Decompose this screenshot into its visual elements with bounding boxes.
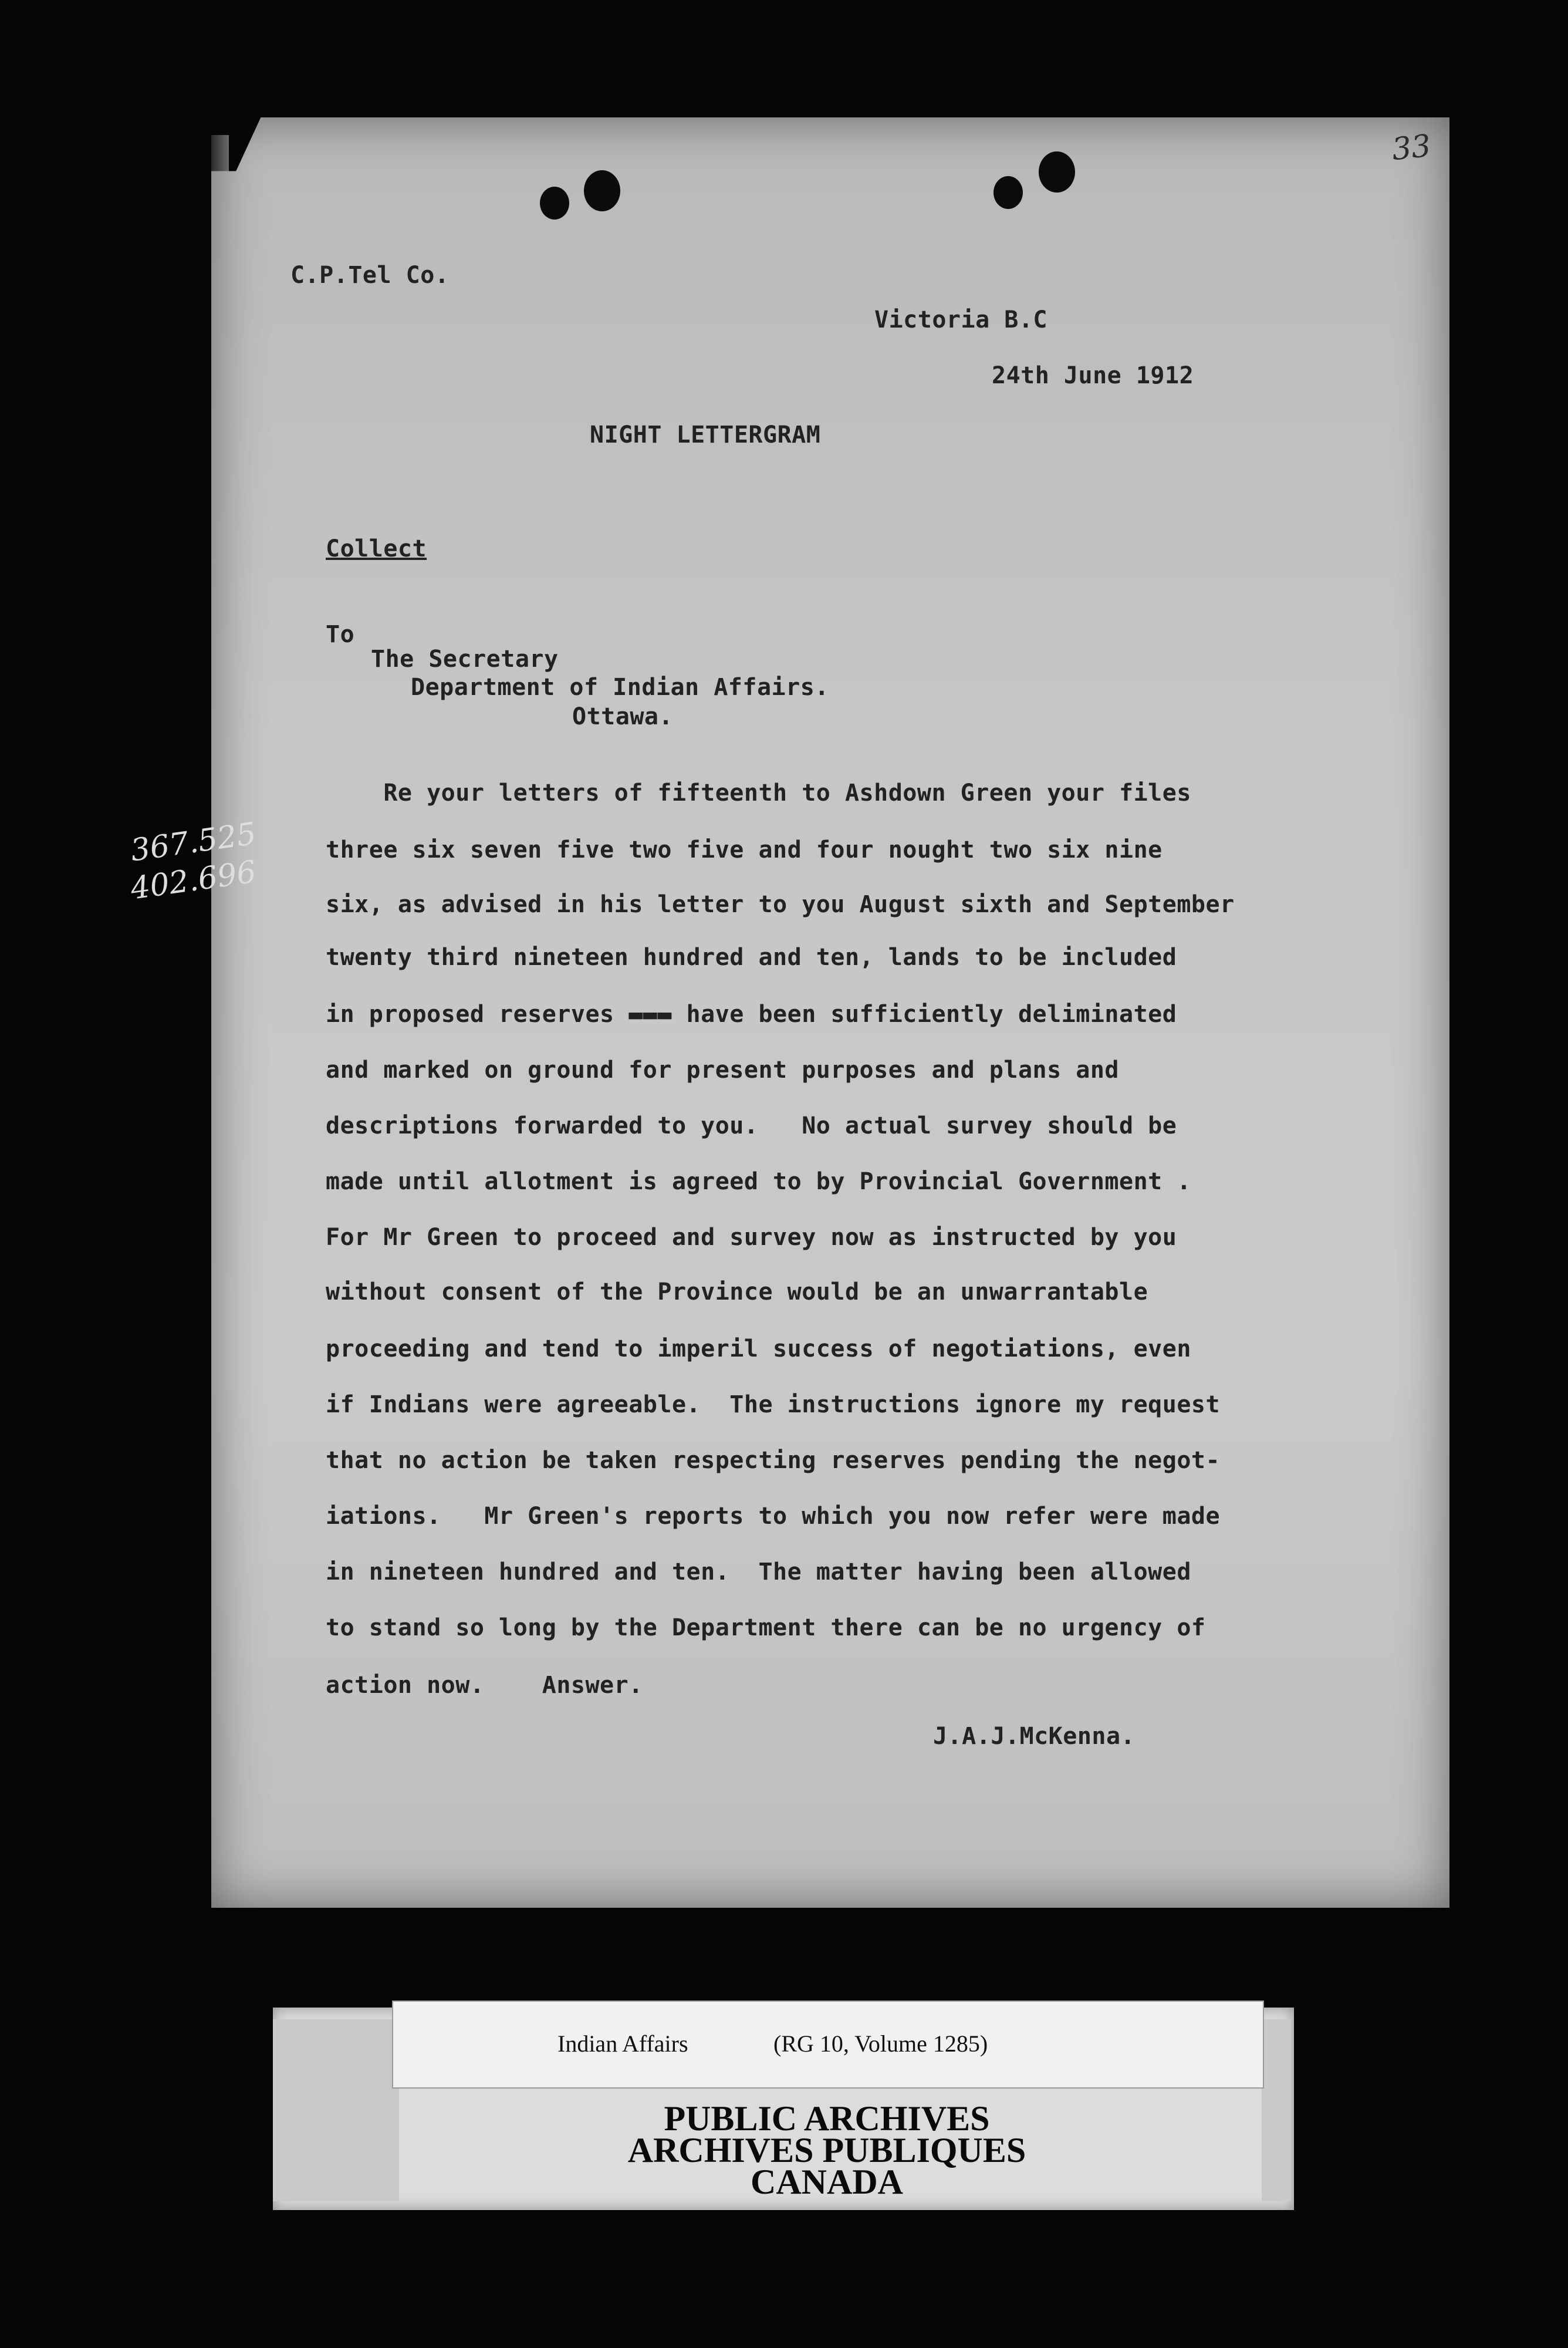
archive-name-line: ARCHIVES PUBLIQUES bbox=[627, 2131, 1026, 2170]
archive-name-line: PUBLIC ARCHIVES bbox=[664, 2099, 990, 2138]
addressee-line: The Secretary bbox=[371, 646, 559, 673]
addressee-line: Department of Indian Affairs. bbox=[411, 674, 829, 701]
margin-note: 367.525 bbox=[128, 816, 259, 869]
body-line: iations. Mr Green's reports to which you now refer were made bbox=[326, 1503, 1221, 1530]
place: Victoria B.C bbox=[874, 306, 1047, 333]
body-line: that no action be taken respecting reserves pending the negot- bbox=[326, 1447, 1221, 1474]
body-line: to stand so long by the Department there can be no urgency of bbox=[326, 1614, 1206, 1641]
label-tab bbox=[273, 2019, 399, 2201]
punch-hole bbox=[993, 176, 1023, 209]
collection-name: Indian Affairs bbox=[557, 2030, 688, 2057]
body-line: twenty third nineteen hundred and ten, lands to be included bbox=[326, 944, 1177, 971]
body-line: three six seven five two five and four nought two six nine bbox=[326, 836, 1163, 863]
body-line: without consent of the Province would be an unwarrantable bbox=[326, 1278, 1148, 1305]
punch-hole bbox=[1039, 151, 1075, 193]
punch-hole bbox=[584, 170, 620, 211]
to-label: To bbox=[326, 621, 355, 648]
body-line: in proposed reserves ▬▬▬ have been sufficiently deliminated bbox=[326, 1001, 1177, 1028]
carrier-name: C.P.Tel Co. bbox=[290, 262, 450, 289]
payment-method: Collect bbox=[326, 535, 427, 562]
label-tab bbox=[1262, 2019, 1291, 2201]
collection-reference: (RG 10, Volume 1285) bbox=[773, 2030, 988, 2057]
page-number: 33 bbox=[1390, 128, 1433, 168]
body-line: six, as advised in his letter to you August sixth and September bbox=[326, 891, 1235, 918]
archive-name-line: CANADA bbox=[751, 2163, 903, 2201]
body-line: if Indians were agreeable. The instructions ignore my request bbox=[326, 1391, 1221, 1418]
body-line: made until allotment is agreed to by Provincial Government . bbox=[326, 1168, 1191, 1195]
date: 24th June 1912 bbox=[992, 362, 1194, 389]
punch-hole bbox=[540, 187, 569, 220]
signature: J.A.J.McKenna. bbox=[933, 1723, 1136, 1750]
body-line: For Mr Green to proceed and survey now as instructed by you bbox=[326, 1224, 1177, 1251]
body-line: Re your letters of fifteenth to Ashdown Green your files bbox=[326, 780, 1191, 807]
document-type: NIGHT LETTERGRAM bbox=[590, 421, 821, 448]
margin-note: 402.696 bbox=[128, 854, 259, 907]
body-line: descriptions forwarded to you. No actual survey should be bbox=[326, 1112, 1177, 1139]
body-line: and marked on ground for present purposes and plans and bbox=[326, 1057, 1120, 1084]
addressee-line: Ottawa. bbox=[572, 703, 674, 730]
body-line: proceeding and tend to imperil success of negotiations, even bbox=[326, 1335, 1191, 1362]
body-line: action now. Answer. bbox=[326, 1672, 643, 1699]
body-line: in nineteen hundred and ten. The matter having been allowed bbox=[326, 1558, 1191, 1585]
